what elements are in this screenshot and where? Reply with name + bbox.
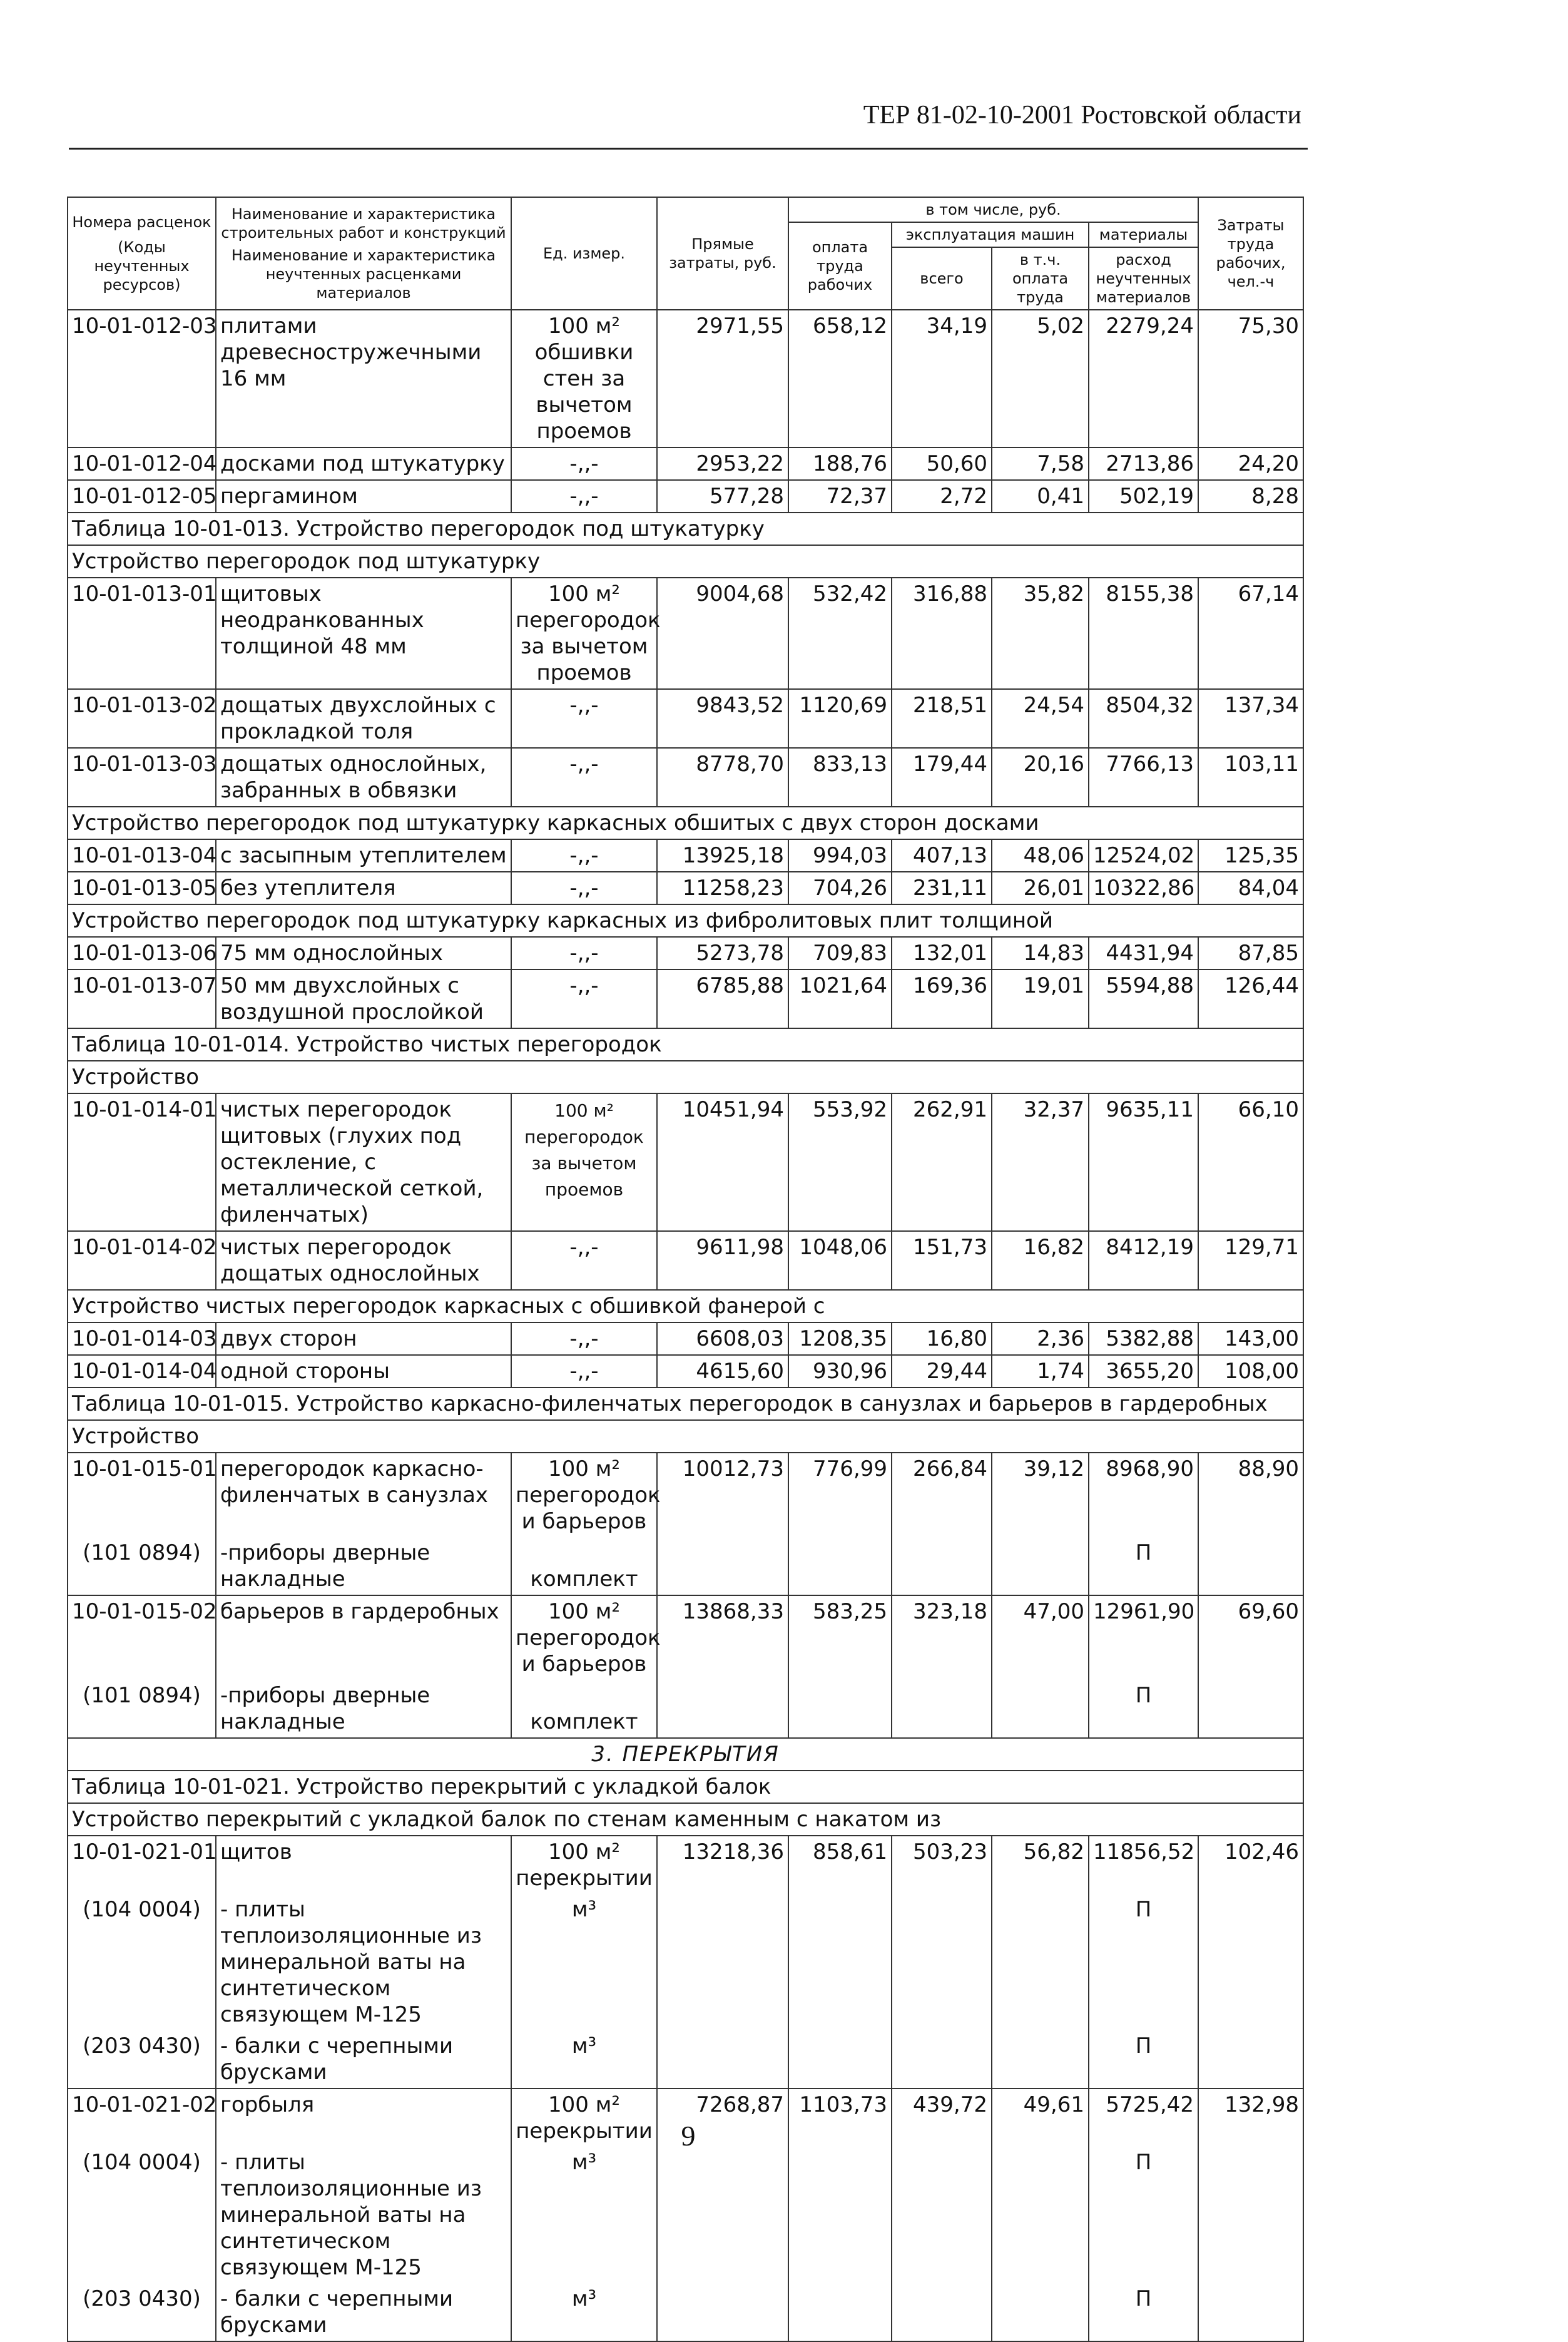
- empty-cell: [657, 2147, 788, 2283]
- wages-cost: 776,99: [788, 1453, 892, 1537]
- machines-cost: 151,73: [892, 1231, 992, 1290]
- subsection-title: Устройство чистых перегородок каркасных с обшивкой фанерой с: [68, 1290, 1303, 1322]
- rate-code: 10-01-013-03: [68, 748, 216, 807]
- wages-cost: 709,83: [788, 937, 892, 969]
- labor-cost: 88,90: [1198, 1453, 1303, 1537]
- table-title: Таблица 10-01-013. Устройство перегородок под штукатурку: [68, 513, 1303, 545]
- rate-code: 10-01-013-05: [68, 872, 216, 904]
- empty-cell: [892, 2283, 992, 2341]
- rate-unit: -,,-: [511, 1355, 657, 1388]
- rate-unit: 100 м² перегородок и барьеров: [511, 1595, 657, 1680]
- table-row: [68, 447, 1303, 480]
- rate-name: барьеров в гардеробных: [216, 1595, 511, 1680]
- wages-cost: 1208,35: [788, 1322, 892, 1355]
- unaccounted-mark: П: [1089, 2147, 1198, 2283]
- wages-cost: 1103,73: [788, 2089, 892, 2147]
- labor-cost: 66,10: [1198, 1093, 1303, 1231]
- rate-code: 10-01-015-01: [68, 1453, 216, 1537]
- resource-row: [68, 1537, 1303, 1595]
- direct-cost: 2953,22: [657, 447, 788, 480]
- rate-name: чистых перегородок щитовых (глухих под остекление, с металлической сеткой, филенчатых): [216, 1093, 511, 1231]
- materials-cost: 12961,90: [1089, 1595, 1198, 1680]
- resource-unit: м³: [511, 2283, 657, 2341]
- col-code-bottom: (Коды неучтенных ресурсов): [94, 238, 190, 294]
- machines-cost: 323,18: [892, 1595, 992, 1680]
- direct-cost: 10012,73: [657, 1453, 788, 1537]
- labor-cost: 67,14: [1198, 578, 1303, 689]
- labor-cost: 103,11: [1198, 748, 1303, 807]
- wages-cost: 553,92: [788, 1093, 892, 1231]
- rate-unit: -,,-: [511, 1322, 657, 1355]
- table-row: [68, 1322, 1303, 1355]
- labor-cost: 87,85: [1198, 937, 1303, 969]
- unaccounted-mark: П: [1089, 1680, 1198, 1738]
- machines-cost: 503,23: [892, 1836, 992, 1894]
- rate-unit: -,,-: [511, 1231, 657, 1290]
- empty-cell: [657, 2030, 788, 2089]
- machines-cost: 169,36: [892, 969, 992, 1028]
- rate-code: 10-01-021-02: [68, 2089, 216, 2147]
- wages-cost: 188,76: [788, 447, 892, 480]
- materials-cost: 502,19: [1089, 480, 1198, 513]
- empty-cell: [1198, 1680, 1303, 1738]
- resource-code: (104 0004): [68, 1894, 216, 2030]
- rate-unit-text: 100 м² перегородок за вычетом проемов: [524, 1100, 644, 1200]
- materials-cost: 2279,24: [1089, 310, 1198, 447]
- subsection-row: [68, 1803, 1303, 1836]
- rate-name: дощатых однослойных, забранных в обвязки: [216, 748, 511, 807]
- labor-cost: 143,00: [1198, 1322, 1303, 1355]
- machines-cost: 2,72: [892, 480, 992, 513]
- resource-row: [68, 2030, 1303, 2089]
- rate-name: без утеплителя: [216, 872, 511, 904]
- empty-cell: [992, 1680, 1089, 1738]
- machines-wages-cost: 14,83: [992, 937, 1089, 969]
- rate-code: 10-01-013-06: [68, 937, 216, 969]
- wages-cost: 704,26: [788, 872, 892, 904]
- resource-code: (203 0430): [68, 2030, 216, 2089]
- machines-cost: 316,88: [892, 578, 992, 689]
- rate-unit: -,,-: [511, 937, 657, 969]
- table-row: [68, 1231, 1303, 1290]
- empty-cell: [788, 1680, 892, 1738]
- table-title-row: [68, 1388, 1303, 1420]
- rate-name: дощатых двухслойных с прокладкой толя: [216, 689, 511, 748]
- direct-cost: 13218,36: [657, 1836, 788, 1894]
- direct-cost: 10451,94: [657, 1093, 788, 1231]
- direct-cost: 4615,60: [657, 1355, 788, 1388]
- col-code-top: Номера расценок: [72, 213, 211, 231]
- machines-wages-cost: 56,82: [992, 1836, 1089, 1894]
- labor-cost: 129,71: [1198, 1231, 1303, 1290]
- rate-unit: -,,-: [511, 748, 657, 807]
- subsection-row: [68, 1420, 1303, 1453]
- labor-cost: 84,04: [1198, 872, 1303, 904]
- unaccounted-mark: П: [1089, 1894, 1198, 2030]
- subsection-row: [68, 1061, 1303, 1093]
- materials-cost: 11856,52: [1089, 1836, 1198, 1894]
- empty-cell: [892, 2030, 992, 2089]
- unaccounted-mark: П: [1089, 2283, 1198, 2341]
- direct-cost: 9611,98: [657, 1231, 788, 1290]
- table-row: [68, 1453, 1303, 1537]
- wages-cost: 1021,64: [788, 969, 892, 1028]
- rate-name: одной стороны: [216, 1355, 511, 1388]
- machines-wages-cost: 2,36: [992, 1322, 1089, 1355]
- wages-cost: 833,13: [788, 748, 892, 807]
- empty-cell: [1198, 2030, 1303, 2089]
- resource-name: - балки с черепными брусками: [216, 2283, 511, 2341]
- table-row: [68, 1355, 1303, 1388]
- machines-cost: 34,19: [892, 310, 992, 447]
- rate-name: щитовых неодранкованных толщиной 48 мм: [216, 578, 511, 689]
- machines-wages-cost: 24,54: [992, 689, 1089, 748]
- empty-cell: [788, 1894, 892, 2030]
- resource-code: (104 0004): [68, 2147, 216, 2283]
- rate-unit: -,,-: [511, 872, 657, 904]
- rate-code: 10-01-012-05: [68, 480, 216, 513]
- subsection-title: Устройство: [68, 1061, 1303, 1093]
- rate-name: пергамином: [216, 480, 511, 513]
- machines-wages-cost: 1,74: [992, 1355, 1089, 1388]
- wages-cost: 994,03: [788, 839, 892, 872]
- machines-cost: 266,84: [892, 1453, 992, 1537]
- table-row: [68, 1595, 1303, 1680]
- rate-unit: [511, 1093, 657, 1231]
- table-row: [68, 1093, 1303, 1231]
- direct-cost: 13925,18: [657, 839, 788, 872]
- rate-name: двух сторон: [216, 1322, 511, 1355]
- resource-unit: м³: [511, 2030, 657, 2089]
- subsection-title: Устройство перекрытий с укладкой балок по стенам каменным с накатом из: [68, 1803, 1303, 1836]
- rate-name: 75 мм однослойных: [216, 937, 511, 969]
- machines-wages-cost: 47,00: [992, 1595, 1089, 1680]
- rate-code: 10-01-014-03: [68, 1322, 216, 1355]
- table-title: Таблица 10-01-021. Устройство перекрытий с укладкой балок: [68, 1771, 1303, 1803]
- machines-wages-cost: 48,06: [992, 839, 1089, 872]
- labor-cost: 108,00: [1198, 1355, 1303, 1388]
- wages-cost: 1048,06: [788, 1231, 892, 1290]
- resource-row: [68, 2147, 1303, 2283]
- direct-cost: 8778,70: [657, 748, 788, 807]
- machines-wages-cost: 26,01: [992, 872, 1089, 904]
- machines-cost: 50,60: [892, 447, 992, 480]
- col-materials-header: материалы: [1089, 222, 1198, 247]
- table-title-row: [68, 513, 1303, 545]
- resource-code: (203 0430): [68, 2283, 216, 2341]
- header-row-1: [68, 197, 1303, 222]
- resource-row: [68, 1894, 1303, 2030]
- machines-cost: 262,91: [892, 1093, 992, 1231]
- labor-cost: 132,98: [1198, 2089, 1303, 2147]
- direct-cost: 577,28: [657, 480, 788, 513]
- materials-cost: 8412,19: [1089, 1231, 1198, 1290]
- machines-cost: 29,44: [892, 1355, 992, 1388]
- rate-unit: 100 м² обшивки стен за вычетом проемов: [511, 310, 657, 447]
- labor-cost: 8,28: [1198, 480, 1303, 513]
- resource-code: (101 0894): [68, 1537, 216, 1595]
- machines-wages-cost: 0,41: [992, 480, 1089, 513]
- empty-cell: [788, 2030, 892, 2089]
- table-row: [68, 689, 1303, 748]
- subsection-row: [68, 807, 1303, 839]
- table-row: [68, 872, 1303, 904]
- subsection-title: Устройство перегородок под штукатурку каркасных обшитых с двух сторон досками: [68, 807, 1303, 839]
- rate-unit: -,,-: [511, 839, 657, 872]
- unaccounted-mark: П: [1089, 1537, 1198, 1595]
- labor-cost: 102,46: [1198, 1836, 1303, 1894]
- col-unit-header: Ед. измер.: [511, 197, 657, 310]
- resource-code: (101 0894): [68, 1680, 216, 1738]
- resource-unit: м³: [511, 2147, 657, 2283]
- labor-cost: 137,34: [1198, 689, 1303, 748]
- labor-cost: 69,60: [1198, 1595, 1303, 1680]
- subsection-title: Устройство перегородок под штукатурку каркасных из фибролитовых плит толщиной: [68, 904, 1303, 937]
- wages-cost: 658,12: [788, 310, 892, 447]
- page-number: 9: [681, 2120, 696, 2152]
- resource-row: [68, 2283, 1303, 2341]
- labor-cost: 125,35: [1198, 839, 1303, 872]
- section-title: 3. ПЕРЕКРЫТИЯ: [68, 1738, 1303, 1771]
- col-machines-header: эксплуатация машин: [892, 222, 1089, 247]
- rate-code: 10-01-013-01: [68, 578, 216, 689]
- materials-cost: 5594,88: [1089, 969, 1198, 1028]
- direct-cost: 6608,03: [657, 1322, 788, 1355]
- machines-cost: 231,11: [892, 872, 992, 904]
- price-table-sheet: [67, 197, 1303, 2342]
- col-name-top: Наименование и характеристика строительных работ и конструкций: [221, 205, 506, 242]
- rate-code: 10-01-013-02: [68, 689, 216, 748]
- empty-cell: [788, 2283, 892, 2341]
- subsection-row: [68, 1290, 1303, 1322]
- machines-cost: 439,72: [892, 2089, 992, 2147]
- unaccounted-mark: П: [1089, 2030, 1198, 2089]
- header-rule: [69, 148, 1308, 150]
- rate-code: 10-01-012-03: [68, 310, 216, 447]
- col-machines-wages-header: в т.ч. оплата труда: [992, 247, 1089, 310]
- rate-name: досками под штукатурку: [216, 447, 511, 480]
- empty-cell: [892, 1680, 992, 1738]
- rate-name: 50 мм двухслойных с воздушной прослойкой: [216, 969, 511, 1028]
- rate-name: с засыпным утеплителем: [216, 839, 511, 872]
- machines-wages-cost: 20,16: [992, 748, 1089, 807]
- resource-name: - балки с черепными брусками: [216, 2030, 511, 2089]
- empty-cell: [992, 2030, 1089, 2089]
- rate-code: 10-01-012-04: [68, 447, 216, 480]
- subsection-row: [68, 545, 1303, 578]
- empty-cell: [1198, 1894, 1303, 2030]
- table-row: [68, 578, 1303, 689]
- empty-cell: [657, 1537, 788, 1595]
- machines-wages-cost: 35,82: [992, 578, 1089, 689]
- direct-cost: 11258,23: [657, 872, 788, 904]
- direct-cost: 2971,55: [657, 310, 788, 447]
- empty-cell: [992, 1537, 1089, 1595]
- table-row: [68, 839, 1303, 872]
- rate-code: 10-01-014-01: [68, 1093, 216, 1231]
- table-row: [68, 969, 1303, 1028]
- labor-cost: 126,44: [1198, 969, 1303, 1028]
- machines-cost: 218,51: [892, 689, 992, 748]
- machines-wages-cost: 32,37: [992, 1093, 1089, 1231]
- materials-cost: 8155,38: [1089, 578, 1198, 689]
- table-title: Таблица 10-01-015. Устройство каркасно-филенчатых перегородок в санузлах и барьеров в гардеробных: [68, 1388, 1303, 1420]
- materials-cost: 5725,42: [1089, 2089, 1198, 2147]
- materials-cost: 4431,94: [1089, 937, 1198, 969]
- empty-cell: [992, 1894, 1089, 2030]
- wages-cost: 858,61: [788, 1836, 892, 1894]
- table-row: [68, 1836, 1303, 1894]
- col-direct-header: Прямые затраты, руб.: [657, 197, 788, 310]
- direct-cost: 5273,78: [657, 937, 788, 969]
- rate-code: 10-01-015-02: [68, 1595, 216, 1680]
- empty-cell: [1198, 2147, 1303, 2283]
- machines-wages-cost: 16,82: [992, 1231, 1089, 1290]
- rate-code: 10-01-013-07: [68, 969, 216, 1028]
- col-name-header: [216, 197, 511, 310]
- materials-cost: 10322,86: [1089, 872, 1198, 904]
- wages-cost: 72,37: [788, 480, 892, 513]
- wages-cost: 532,42: [788, 578, 892, 689]
- machines-wages-cost: 19,01: [992, 969, 1089, 1028]
- direct-cost: 9004,68: [657, 578, 788, 689]
- rate-unit: -,,-: [511, 689, 657, 748]
- direct-cost: 7268,87: [657, 2089, 788, 2147]
- table-title-row: [68, 1028, 1303, 1061]
- empty-cell: [657, 1894, 788, 2030]
- rate-unit: 100 м² перекрытии: [511, 1836, 657, 1894]
- machines-wages-cost: 49,61: [992, 2089, 1089, 2147]
- labor-cost: 75,30: [1198, 310, 1303, 447]
- direct-cost: 9843,52: [657, 689, 788, 748]
- materials-cost: 2713,86: [1089, 447, 1198, 480]
- materials-cost: 9635,11: [1089, 1093, 1198, 1231]
- empty-cell: [788, 1537, 892, 1595]
- col-wages-header: оплата труда рабочих: [788, 222, 892, 310]
- table-row: [68, 480, 1303, 513]
- empty-cell: [657, 2283, 788, 2341]
- resource-unit: комплект: [511, 1537, 657, 1595]
- materials-cost: 7766,13: [1089, 748, 1198, 807]
- table-row: [68, 748, 1303, 807]
- subsection-row: [68, 904, 1303, 937]
- col-incl-header: в том числе, руб.: [788, 197, 1198, 222]
- table-row: [68, 310, 1303, 447]
- wages-cost: 1120,69: [788, 689, 892, 748]
- machines-wages-cost: 7,58: [992, 447, 1089, 480]
- empty-cell: [657, 1680, 788, 1738]
- rate-name: чистых перегородок дощатых однослойных: [216, 1231, 511, 1290]
- materials-cost: 12524,02: [1089, 839, 1198, 872]
- col-materials-sub-header: расход неучтенных материалов: [1089, 247, 1198, 310]
- resource-name: - плиты теплоизоляционные из минеральной ваты на синтетическом связующем М-125: [216, 1894, 511, 2030]
- col-labor-header: Затраты труда рабочих, чел.-ч: [1198, 197, 1303, 310]
- rate-name: щитов: [216, 1836, 511, 1894]
- rate-unit: 100 м² перегородок за вычетом проемов: [511, 578, 657, 689]
- machines-cost: 407,13: [892, 839, 992, 872]
- resource-name: - плиты теплоизоляционные из минеральной ваты на синтетическом связующем М-125: [216, 2147, 511, 2283]
- rate-unit: 100 м² перегородок и барьеров: [511, 1453, 657, 1537]
- materials-cost: 3655,20: [1089, 1355, 1198, 1388]
- col-code-header: [68, 197, 216, 310]
- empty-cell: [892, 1537, 992, 1595]
- rate-name: перегородок каркасно-филенчатых в санузлах: [216, 1453, 511, 1537]
- table-title-row: [68, 1771, 1303, 1803]
- table-title: Таблица 10-01-014. Устройство чистых перегородок: [68, 1028, 1303, 1061]
- rate-code: 10-01-021-01: [68, 1836, 216, 1894]
- empty-cell: [992, 2147, 1089, 2283]
- labor-cost: 24,20: [1198, 447, 1303, 480]
- machines-wages-cost: 5,02: [992, 310, 1089, 447]
- wages-cost: 583,25: [788, 1595, 892, 1680]
- machines-cost: 132,01: [892, 937, 992, 969]
- rate-code: 10-01-014-04: [68, 1355, 216, 1388]
- machines-wages-cost: 39,12: [992, 1453, 1089, 1537]
- materials-cost: 8504,32: [1089, 689, 1198, 748]
- materials-cost: 8968,90: [1089, 1453, 1198, 1537]
- wages-cost: 930,96: [788, 1355, 892, 1388]
- document-header: ТЕР 81-02-10-2001 Ростовской области: [863, 101, 1301, 130]
- section-row: [68, 1738, 1303, 1771]
- rate-unit: -,,-: [511, 969, 657, 1028]
- rate-unit: -,,-: [511, 480, 657, 513]
- subsection-title: Устройство перегородок под штукатурку: [68, 545, 1303, 578]
- materials-cost: 5382,88: [1089, 1322, 1198, 1355]
- direct-cost: 6785,88: [657, 969, 788, 1028]
- resource-name: -приборы дверные накладные: [216, 1680, 511, 1738]
- rate-name: горбыля: [216, 2089, 511, 2147]
- machines-cost: 179,44: [892, 748, 992, 807]
- empty-cell: [892, 1894, 992, 2030]
- col-machines-total-header: всего: [892, 247, 992, 310]
- empty-cell: [992, 2283, 1089, 2341]
- resource-unit: комплект: [511, 1680, 657, 1738]
- empty-cell: [1198, 2283, 1303, 2341]
- col-name-bottom: Наименование и характеристика неучтенных расценками материалов: [231, 247, 496, 302]
- price-table: [67, 197, 1304, 2342]
- rate-name: плитами древесностружечными 16 мм: [216, 310, 511, 447]
- rate-unit: -,,-: [511, 447, 657, 480]
- empty-cell: [892, 2147, 992, 2283]
- subsection-title: Устройство: [68, 1420, 1303, 1453]
- resource-row: [68, 1680, 1303, 1738]
- resource-name: -приборы дверные накладные: [216, 1537, 511, 1595]
- direct-cost: 13868,33: [657, 1595, 788, 1680]
- rate-code: 10-01-014-02: [68, 1231, 216, 1290]
- machines-cost: 16,80: [892, 1322, 992, 1355]
- empty-cell: [788, 2147, 892, 2283]
- rate-unit: 100 м² перекрытии: [511, 2089, 657, 2147]
- rate-code: 10-01-013-04: [68, 839, 216, 872]
- table-row: [68, 937, 1303, 969]
- resource-unit: м³: [511, 1894, 657, 2030]
- empty-cell: [1198, 1537, 1303, 1595]
